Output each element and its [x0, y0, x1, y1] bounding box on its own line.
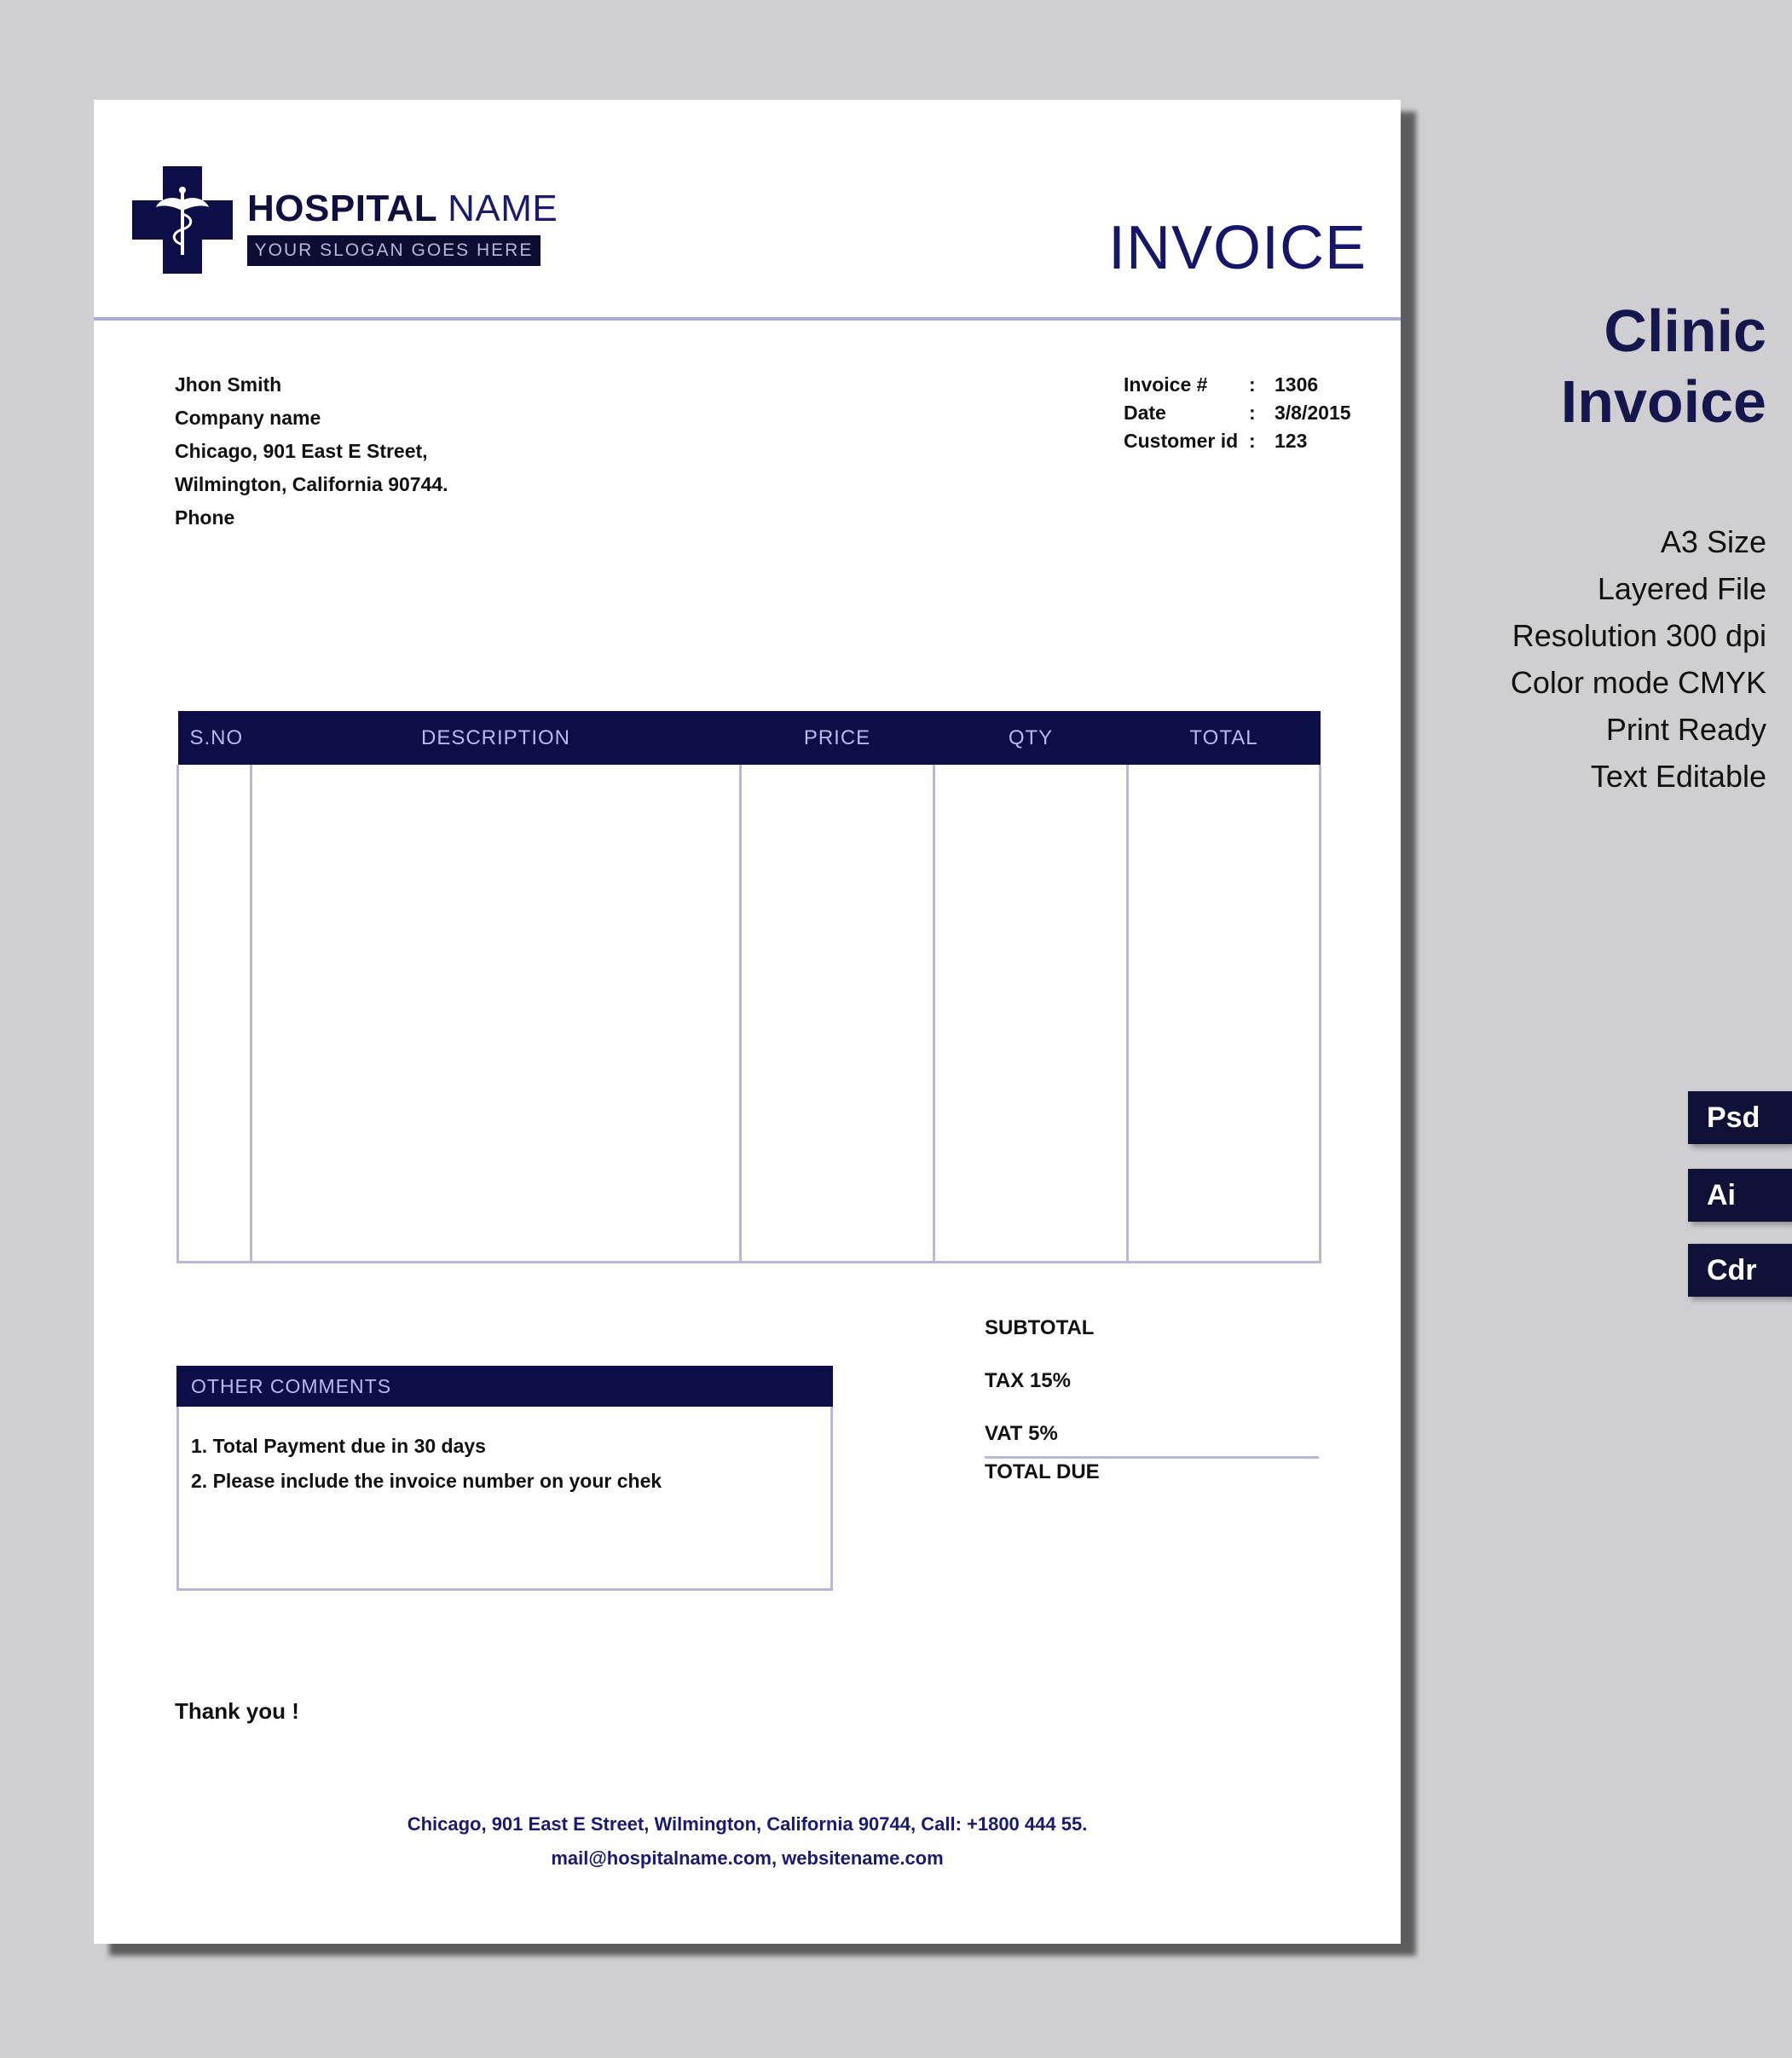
footer-web: mail@hospitalname.com, websitename.com [551, 1847, 944, 1869]
cell-price [741, 765, 934, 1263]
format-badge-cdr[interactable]: Cdr [1688, 1244, 1792, 1297]
table-header-row [178, 711, 1321, 765]
customer-name: Jhon Smith [175, 373, 282, 396]
promo-features-list [1511, 518, 1766, 800]
col-header-description: DESCRIPTION [251, 711, 741, 765]
invoice-meta [1124, 373, 1351, 458]
hospital-slogan: YOUR SLOGAN GOES HERE [247, 235, 540, 266]
cell-description [251, 765, 741, 1263]
col-header-sno: S.NO [178, 711, 251, 765]
medical-cross-caduceus-icon [132, 166, 233, 274]
other-comments-box [176, 1366, 833, 1591]
totals-divider [985, 1456, 1319, 1459]
table-body-row [178, 765, 1321, 1263]
feature-item: Print Ready [1605, 712, 1766, 747]
col-header-total: TOTAL [1128, 711, 1321, 765]
customer-address-line-2: Wilmington, California 90744. [175, 473, 448, 495]
feature-item: Text Editable [1590, 759, 1766, 794]
footer-address: Chicago, 901 East E Street, Wilmington, California 90744, Call: +1800 444 55. [407, 1813, 1088, 1835]
cell-total [1128, 765, 1321, 1263]
customer-company: Company name [175, 407, 321, 429]
comments-title: OTHER COMMENTS [176, 1366, 833, 1407]
format-badge-psd[interactable]: Psd [1688, 1091, 1792, 1144]
line-items-table [176, 711, 1321, 1263]
invoice-sheet [94, 100, 1401, 1944]
total-due-label: TOTAL DUE [985, 1460, 1100, 1483]
format-badge-ai[interactable]: Ai [1688, 1169, 1792, 1222]
cell-sno [178, 765, 251, 1263]
vat-label: VAT 5% [985, 1422, 1058, 1445]
meta-customer-id: Customer id : 123 [1124, 430, 1308, 452]
invoice-title: INVOICE [1107, 214, 1367, 282]
customer-phone: Phone [175, 506, 235, 529]
feature-item: Color mode CMYK [1510, 665, 1766, 700]
feature-item: Layered File [1597, 571, 1766, 606]
header-divider [94, 317, 1401, 321]
tax-label: TAX 15% [985, 1369, 1071, 1392]
bill-to-block [175, 368, 448, 535]
col-header-price: PRICE [741, 711, 934, 765]
hospital-name: HOSPITAL NAME [247, 188, 558, 229]
comment-item: 1. Total Payment due in 30 days [191, 1435, 486, 1457]
feature-item: A3 Size [1660, 524, 1766, 559]
totals-block [985, 1302, 1100, 1483]
meta-date: Date : 3/8/2015 [1124, 402, 1351, 424]
meta-invoice-number: Invoice # : 1306 [1124, 373, 1319, 396]
comment-item: 2. Please include the invoice number on your chek [191, 1470, 662, 1492]
col-header-qty: QTY [934, 711, 1128, 765]
customer-address-line-1: Chicago, 901 East E Street, [175, 440, 428, 462]
thank-you-note: Thank you ! [175, 1698, 299, 1724]
cell-qty [934, 765, 1128, 1263]
footer-contact [94, 1807, 1401, 1876]
feature-item: Resolution 300 dpi [1512, 618, 1766, 653]
promo-title: Clinic Invoice [1560, 298, 1766, 435]
subtotal-label: SUBTOTAL [985, 1316, 1095, 1339]
comments-list [179, 1407, 830, 1499]
